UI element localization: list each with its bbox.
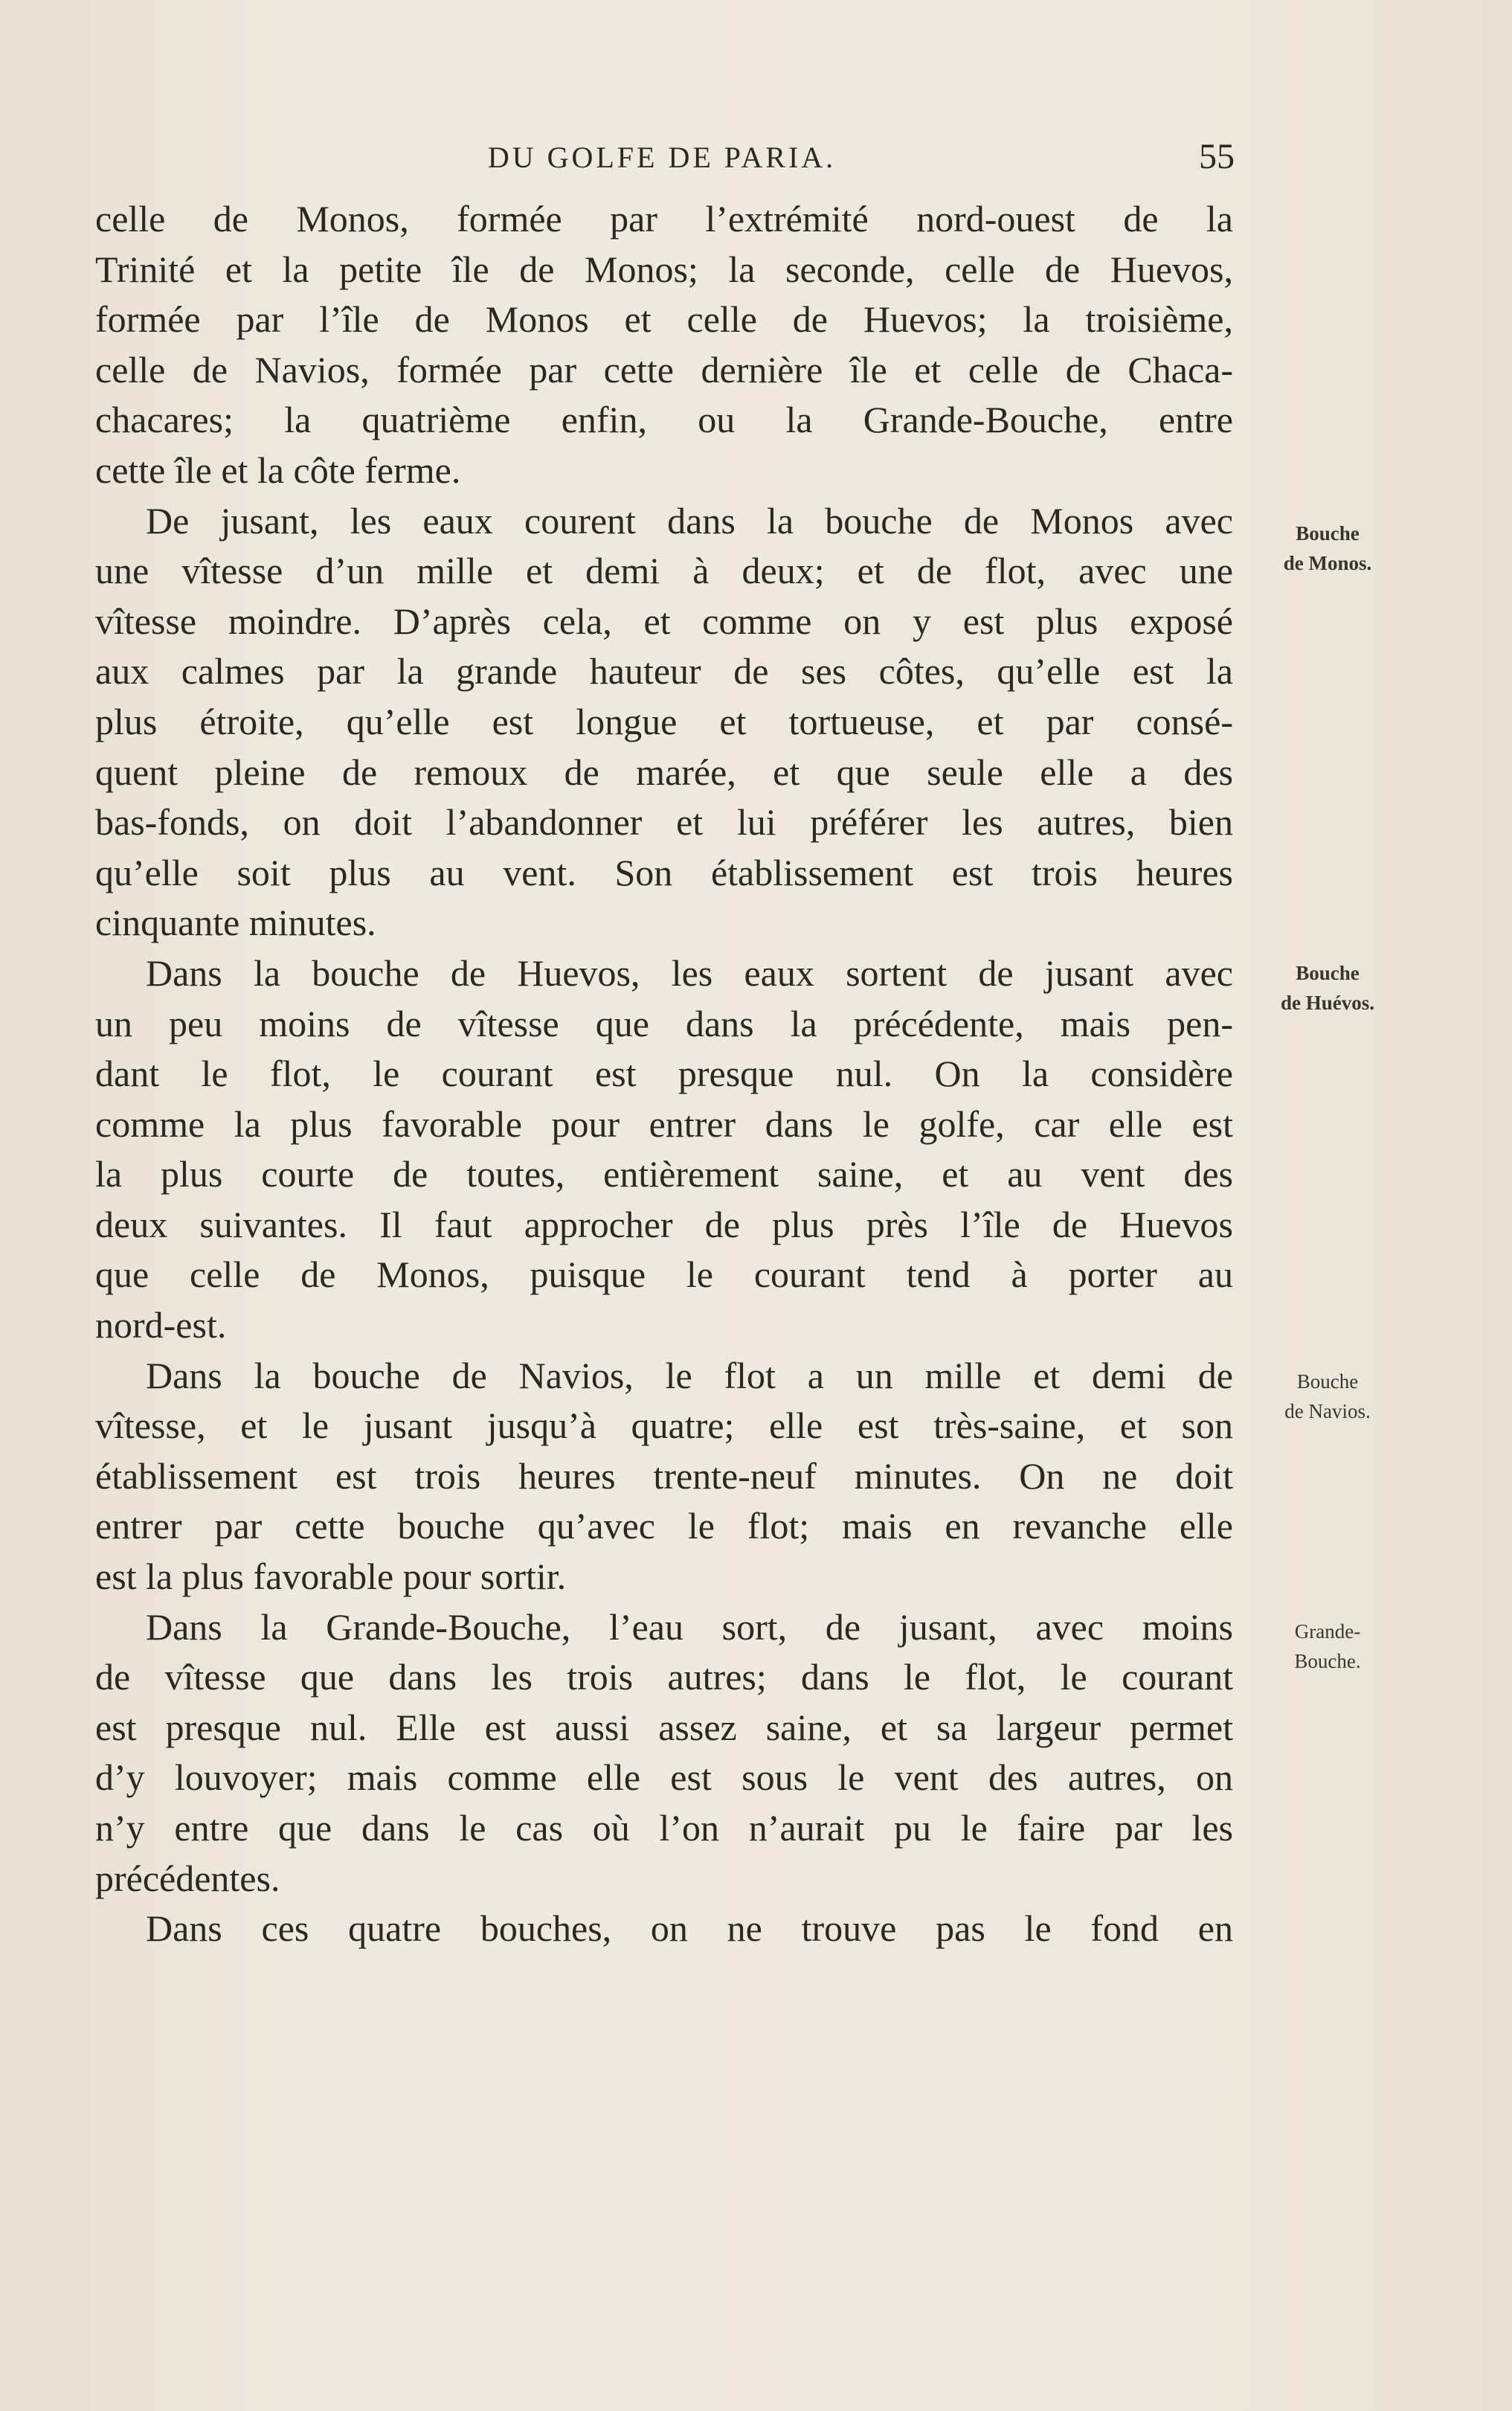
text-line: cette île et la côte ferme. <box>95 449 461 491</box>
margin-note-line: Bouche <box>1296 522 1360 545</box>
running-head: DU GOLFE DE PARIA. <box>487 141 837 174</box>
text-line: n’y entre que dans le cas où l’on n’aurait pu le faire par les <box>95 1807 1233 1849</box>
text-line: précédentes. <box>95 1857 280 1899</box>
text-line: vîtesse, et le jusant jusqu’à quatre; elle est très-saine, et son <box>95 1404 1233 1447</box>
page-number: 55 <box>1199 137 1235 176</box>
text-line: celle de Navios, formée par cette dernière île et celle de Chaca- <box>95 348 1233 391</box>
margin-note-line: Grande- <box>1294 1620 1361 1643</box>
text-line: de vîtesse que dans les trois autres; dans le flot, le courant <box>95 1656 1233 1698</box>
margin-note-line: de Navios. <box>1284 1400 1371 1422</box>
text-line: entrer par cette bouche qu’avec le flot; mais en revanche elle <box>95 1505 1233 1547</box>
text-line: nord-est. <box>95 1304 227 1346</box>
text-line: De jusant, les eaux courent dans la bouche de Monos avec <box>146 499 1233 542</box>
text-line: bas-fonds, on doit l’abandonner et lui préférer les autres, bien <box>95 801 1233 844</box>
text-line: Dans la bouche de Huevos, les eaux sortent de jusant avec <box>146 951 1233 994</box>
margin-note-bouche-de-huevos <box>1249 958 1406 1018</box>
text-line: aux calmes par la grande hauteur de ses côtes, qu’elle est la <box>95 650 1233 693</box>
margin-note-line: Bouche. <box>1294 1650 1361 1672</box>
text-line: Trinité et la petite île de Monos; la seconde, celle de Huevos, <box>95 248 1233 290</box>
text-line: comme la plus favorable pour entrer dans le golfe, car elle est <box>95 1102 1233 1145</box>
margin-note-grande-bouche <box>1249 1617 1406 1676</box>
text-line: plus étroite, qu’elle est longue et tortueuse, et par consé- <box>95 700 1233 742</box>
text-line: deux suivantes. Il faut approcher de plus près l’île de Huevos <box>95 1203 1233 1245</box>
body-text <box>95 194 1233 1954</box>
text-line: cinquante minutes. <box>95 902 376 944</box>
text-line: est la plus favorable pour sortir. <box>95 1556 567 1598</box>
text-line: celle de Monos, formée par l’extrémité nord-ouest de la <box>95 198 1233 240</box>
margin-note-line: Bouche <box>1296 962 1360 984</box>
margin-note-line: Bouche <box>1296 1370 1359 1393</box>
text-line: d’y louvoyer; mais comme elle est sous le vent des autres, on <box>95 1756 1233 1799</box>
text-line: qu’elle soit plus au vent. Son établissement est trois heures <box>95 851 1233 893</box>
text-line: formée par l’île de Monos et celle de Huevos; la troisième, <box>95 298 1233 341</box>
text-line: que celle de Monos, puisque le courant tend à porter au <box>95 1253 1233 1296</box>
text-line: la plus courte de toutes, entièrement saine, et au vent des <box>95 1153 1233 1195</box>
margin-note-bouche-de-navios <box>1249 1367 1406 1426</box>
text-line: dant le flot, le courant est presque nul. On la considère <box>95 1053 1233 1095</box>
text-line: Dans ces quatre bouches, on ne trouve pas le fond en <box>146 1907 1233 1950</box>
text-line: vîtesse moindre. D’après cela, et comme on y est plus exposé <box>95 600 1233 642</box>
margin-note-line: de Huévos. <box>1280 992 1374 1014</box>
text-line: une vîtesse d’un mille et demi à deux; et de flot, avec une <box>95 550 1233 592</box>
text-line: un peu moins de vîtesse que dans la précédente, mais pen- <box>95 1002 1233 1044</box>
margin-note-line: de Monos. <box>1283 552 1372 574</box>
text-line: chacares; la quatrième enfin, ou la Grande-Bouche, entre <box>95 399 1233 441</box>
margin-note-bouche-de-monos <box>1249 519 1406 578</box>
text-line: établissement est trois heures trente-neuf minutes. On ne doit <box>95 1454 1233 1497</box>
text-line: Dans la bouche de Navios, le flot a un mille et demi de <box>146 1354 1233 1396</box>
text-line: est presque nul. Elle est aussi assez saine, et sa largeur permet <box>95 1706 1233 1748</box>
text-line: quent pleine de remoux de marée, et que seule elle a des <box>95 751 1233 793</box>
text-line: Dans la Grande-Bouche, l’eau sort, de jusant, avec moins <box>146 1605 1233 1648</box>
